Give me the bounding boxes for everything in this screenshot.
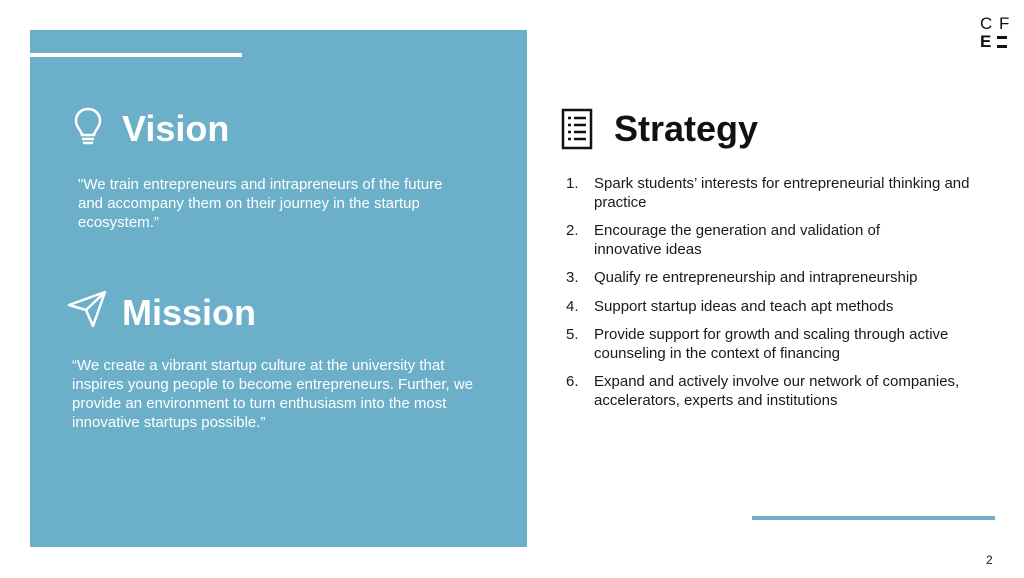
checklist-icon [560,108,594,150]
panel-accent-line [30,53,242,57]
logo-line-2: E [980,32,992,51]
list-item: 5. Provide support for growth and scaling through active counseling in the context of financing [566,326,949,362]
list-item: 1. Spark students’ interests for entrepreneurial thinking and practice [566,175,970,211]
list-item: 2. Encourage the generation and validation of innovative ideas [566,222,881,258]
cfe-logo [980,15,1010,55]
list-item: 4. Support startup ideas and teach apt methods [566,297,894,315]
strategy-list [566,175,996,420]
lightbulb-icon [72,106,104,148]
footer-accent-line [752,516,995,520]
vision-text: "We train entrepreneurs and intrapreneurs of the future and accompany them on their journey in the startup ecosystem.” [78,176,443,231]
send-arrow-icon [66,289,108,329]
page-number: 2 [986,553,993,567]
logo-dash-mark [997,36,1007,48]
logo-line-1: C F [980,14,1011,33]
list-item: 6. Expand and actively involve our network of companies, accelerators, experts and institutions [566,373,960,409]
mission-title: Mission [122,292,257,333]
mission-text: “We create a vibrant startup culture at the university that inspires young people to become entrepreneurs. Further, we provide an environment to turn enthusiasm into the most innovative startups possible.” [72,357,474,431]
strategy-title: Strategy [614,108,759,149]
list-item: 3. Qualify re entrepreneurship and intrapreneurship [566,269,918,286]
vision-title: Vision [122,108,230,149]
